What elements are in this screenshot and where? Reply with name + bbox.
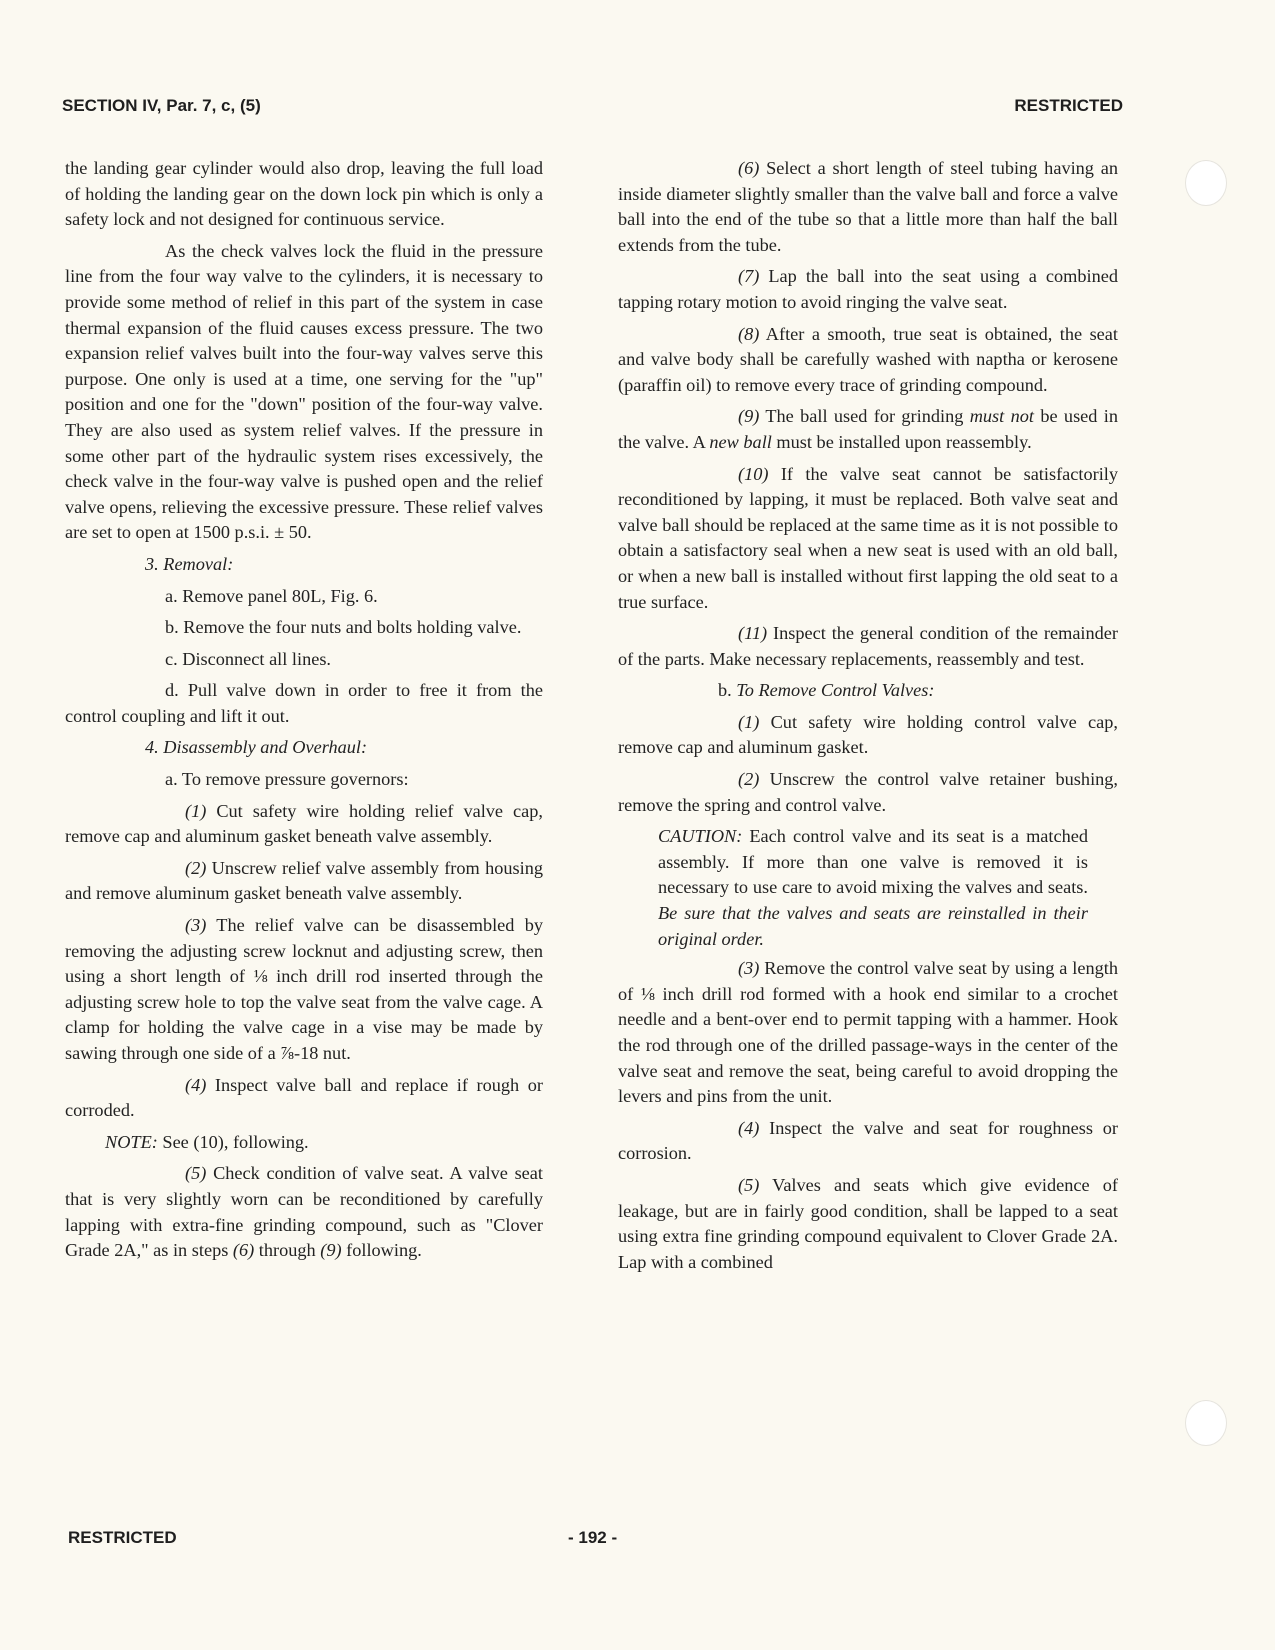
header-classification: RESTRICTED [1014,96,1123,115]
step-item: (4) Inspect valve ball and replace if rough or corroded. [65,1074,543,1121]
step-item: (2) Unscrew the control valve retainer bushing, remove the spring and control valve. [618,769,1118,815]
footer-classification: RESTRICTED [68,1528,177,1547]
step-item: (5) Valves and seats which give evidence of leakage, but are in fairly good condition, shall be lapped to a seat using extra fine grinding compound equivalent to Clover Grade 2A. Lap with a combined [618,1174,1118,1272]
paragraph: the landing gear cylinder would also drop, leaving the full load of holding the landing gear on the down lock pin which is only a safety lock and not designed for continuous service. [65,158,543,230]
step-item: (10) If the valve seat cannot be satisfactorily reconditioned by lapping, it must be replaced. Both valve seat and valve ball should be replaced at the same time as it is not possible to obtain a satisfactory seal when a new seat is used with an old ball, or when a new ball is installed without first lapping the old seat to a true surface. [618,463,1118,612]
right-column [618,156,1118,1281]
section-heading-removal: 3. Removal: [145,553,234,574]
caution-block: CAUTION: Each control valve and its seat is a matched assembly. If more than one valve is removed it is necessary to use care to avoid mixing the valves and seats. Be sure that the valves and seats are reinstalled in their original order. [658,826,1088,949]
paragraph: As the check valves lock the fluid in the pressure line from the four way valve to the cylinders, it is necessary to provide some method of relief in this part of the system in case thermal expansion of the fluid causes excess pressure. The two expansion relief valves built into the four-way valves serve this purpose. One only is used at a time, one serving for the "up" position and one for the "down" position of the four-way valve. They are also used as system relief valves. If the pressure in some other part of the hydraulic system rises excessively, the check valve in the four-way valve is pushed open and the relief valve opens, relieving the excessive pressure. These relief valves are set to open at 1500 p.s.i. ± 50. [65,240,543,543]
punch-hole-top [1185,160,1227,206]
page-header [62,96,1123,116]
step-item: (3) The relief valve can be disassembled by removing the adjusting screw locknut and adjusting screw, then using a short length of ⅛ inch drill rod inserted through the adjusting screw hole to top the valve seat from the valve cage. A clamp for holding the valve cage in a vise may be made by sawing through one side of a ⅞-18 nut. [65,915,543,1063]
step-item: (1) Cut safety wire holding control valve cap, remove cap and aluminum gasket. [618,711,1118,758]
step-item: (6) Select a short length of steel tubing having an inside diameter slightly smaller than the valve ball and force a valve ball into the end of the tube so that a little more than half the ball extends from the tube. [618,158,1118,255]
section-heading-disassembly: 4. Disassembly and Overhaul: [145,737,368,758]
list-item: d. Pull valve down in order to free it from the control coupling and lift it out. [65,680,543,726]
punch-hole-bottom [1185,1400,1227,1446]
step-item: (7) Lap the ball into the seat using a combined tapping rotary motion to avoid ringing the valve seat. [618,266,1118,312]
list-item: b. Remove the four nuts and bolts holding valve. [165,617,522,638]
page-number: - 192 - [568,1528,618,1547]
subsection-heading: b. To Remove Control Valves: [718,680,935,701]
step-item: (11) Inspect the general condition of the remainder of the parts. Make necessary replacements, reassembly and test. [618,623,1118,669]
step-item: (9) The ball used for grinding must not be used in the valve. A new ball must be installed upon reassembly. [618,406,1119,452]
step-item: (2) Unscrew relief valve assembly from housing and remove aluminum gasket beneath valve assembly. [65,857,543,904]
list-item: a. Remove panel 80L, Fig. 6. [165,585,378,606]
list-item: c. Disconnect all lines. [165,648,332,669]
step-item: (3) Remove the control valve seat by using a length of ⅛ inch drill rod formed with a hook end similar to a crochet needle and a bent-over end to permit tapping with a hammer. Hook the rod through one of the drilled passage-ways in the center of the valve seat and remove the seat, being careful to avoid dropping the levers and pins from the unit. [618,958,1118,1107]
step-item: (1) Cut safety wire holding relief valve cap, remove cap and aluminum gasket beneath valve assembly. [65,800,543,847]
step-item: (5) Check condition of valve seat. A valve seat that is very slightly worn can be reconditioned by carefully lapping with extra-fine grinding compound, such as "Clover Grade 2A," as in steps (6) through (9) following. [65,1163,543,1261]
step-item: (8) After a smooth, true seat is obtained, the seat and valve body shall be carefully washed with naptha or kerosene (paraffin oil) to remove every trace of grinding compound. [618,323,1118,395]
note: NOTE: See (10), following. [105,1131,309,1152]
subsection-heading: a. To remove pressure governors: [165,769,409,790]
left-column [65,156,543,1270]
section-reference: SECTION IV, Par. 7, c, (5) [62,96,261,115]
page-footer [68,1528,1035,1548]
step-item: (4) Inspect the valve and seat for roughness or corrosion. [618,1117,1118,1164]
